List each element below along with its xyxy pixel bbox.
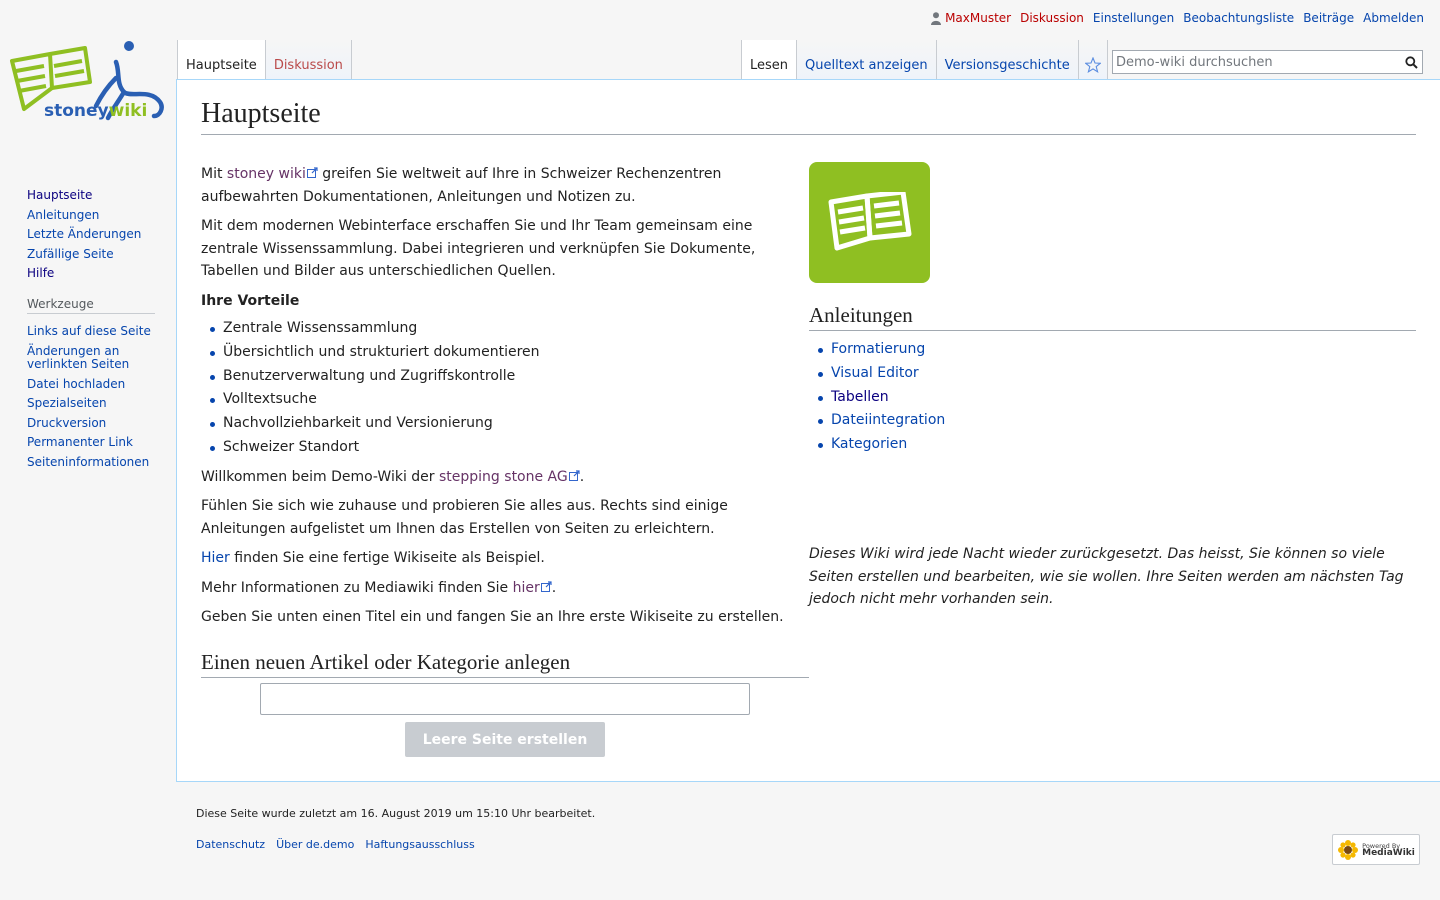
page-title: Hauptseite xyxy=(201,94,1416,135)
last-modified-info: Diese Seite wurde zuletzt am 16. August 2019 um 15:10 Uhr bearbeitet. xyxy=(196,807,596,820)
list-item xyxy=(809,338,1416,362)
sidebar-item-links-auf-diese-seite[interactable]: Links auf diese Seite xyxy=(27,324,151,338)
tab-quelltext-label: Quelltext anzeigen xyxy=(805,58,928,73)
sidebar-item-datei-hochladen[interactable]: Datei hochladen xyxy=(27,376,126,391)
tab-versionsgeschichte-label: Versionsgeschichte xyxy=(944,58,1070,73)
list-item xyxy=(809,409,1416,433)
anleitungen-heading: Anleitungen xyxy=(809,301,1416,331)
text: . xyxy=(579,468,585,485)
contributions-link[interactable]: Beiträge xyxy=(1303,11,1355,25)
logout-link[interactable]: Abmelden xyxy=(1363,11,1424,25)
text: greifen Sie weltweit auf Ihre in Schweizer Rechenzentren aufbewahrten Dokumentationen, Anleitungen und Notizen zu. xyxy=(201,166,722,205)
list-item: Übersichtlich und strukturiert dokumentieren xyxy=(201,341,801,365)
sidebar-item-permanenter-link[interactable]: Permanenter Link xyxy=(27,435,133,450)
welcome-paragraph xyxy=(201,466,801,489)
list-item xyxy=(809,386,1416,410)
user-icon xyxy=(931,12,941,25)
text: finden Sie eine fertige Wikiseite als Beispiel. xyxy=(229,550,545,567)
content-right-column xyxy=(809,162,1416,463)
personal-talk-link[interactable]: Diskussion xyxy=(1020,11,1084,25)
sidebar-item-druckversion[interactable]: Druckversion xyxy=(27,415,107,430)
powered-by-mediawiki-badge[interactable] xyxy=(1332,834,1420,865)
list-item: Schweizer Standort xyxy=(201,436,801,460)
list-item: Benutzerverwaltung und Zugriffskontrolle xyxy=(201,365,801,389)
mediawiki-flower-icon xyxy=(1337,839,1359,861)
search-box xyxy=(1112,50,1423,74)
external-link-icon xyxy=(569,470,580,481)
watch-star-button[interactable] xyxy=(1079,40,1108,80)
tab-hauptseite-label: Hauptseite xyxy=(186,58,257,73)
tab-lesen[interactable] xyxy=(741,40,797,80)
webinterface-paragraph: Mit dem modernen Webinterface erschaffen Sie und Ihr Team gemeinsam eine zentrale Wissenssammlung. Dabei integrieren und verknüpfen Sie Dokumente, Tabellen und Bilder aus unterschiedlichen Quellen. xyxy=(201,218,756,279)
book-icon xyxy=(809,162,930,283)
sidebar-item-spezialseiten[interactable]: Spezialseiten xyxy=(27,396,107,411)
sidebar-navigation xyxy=(27,186,141,284)
search-input[interactable] xyxy=(1113,55,1400,70)
book-icon-graphic xyxy=(827,192,913,254)
tab-diskussion[interactable] xyxy=(266,40,352,80)
text: Mit xyxy=(201,166,227,182)
sidebar-tools-heading: Werkzeuge xyxy=(27,297,155,314)
mediawiki-label: MediaWiki xyxy=(1362,847,1415,858)
stoneywiki-logo-graphic xyxy=(0,38,176,148)
search-icon xyxy=(1405,56,1418,69)
content-left-column xyxy=(201,163,801,636)
reset-notice: Dieses Wiki wird jede Nacht wieder zurückgesetzt. Das heisst, Sie können so viele Seiten erstellen und bearbeiten, wie sie wollen. Ihre Seiten werden am nächsten Tag jedoch nicht mehr vorhanden sein. xyxy=(809,546,1404,607)
tab-diskussion-label: Diskussion xyxy=(273,58,343,73)
anleitung-visual-editor-link[interactable]: Visual Editor xyxy=(831,364,919,381)
anleitungen-list xyxy=(809,338,1416,457)
mediawiki-info-link[interactable]: hier xyxy=(512,579,540,596)
external-link-icon xyxy=(307,167,318,178)
user-name[interactable]: MaxMuster xyxy=(945,11,1012,25)
sidebar-item-anleitungen[interactable]: Anleitungen xyxy=(27,207,100,222)
example-paragraph xyxy=(201,547,801,570)
user-link[interactable] xyxy=(931,11,1011,25)
tab-lesen-label: Lesen xyxy=(750,58,789,73)
sidebar-item-letzte-aenderungen[interactable]: Letzte Änderungen xyxy=(27,227,142,242)
text: . xyxy=(551,579,557,596)
anleitung-formatierung-link[interactable]: Formatierung xyxy=(831,341,926,357)
zuhause-paragraph: Fühlen Sie sich wie zuhause und probieren Sie alles aus. Rechts sind einige Anleitungen aufgelistet um Ihnen das Erstellen von Seiten zu erleichtern. xyxy=(201,498,728,537)
text: Willkommen beim Demo-Wiki der xyxy=(201,468,439,485)
list-item xyxy=(809,433,1416,457)
new-article-heading: Einen neuen Artikel oder Kategorie anlegen xyxy=(201,648,809,678)
vorteile-heading: Ihre Vorteile xyxy=(201,292,300,309)
tab-hauptseite[interactable] xyxy=(177,40,266,80)
sidebar-tools xyxy=(27,322,167,473)
powered-by-label: Powered By xyxy=(1362,841,1401,850)
preferences-link[interactable]: Einstellungen xyxy=(1092,11,1175,25)
list-item: Zentrale Wissenssammlung xyxy=(201,317,801,341)
sidebar-item-hauptseite[interactable]: Hauptseite xyxy=(27,188,93,202)
mediawiki-info-paragraph xyxy=(201,577,801,600)
external-link-icon xyxy=(541,581,552,592)
footer-about-link[interactable]: Über de.demo xyxy=(276,838,355,851)
create-page-button[interactable]: Leere Seite erstellen xyxy=(405,722,605,757)
create-hint-paragraph: Geben Sie unten einen Titel ein und fangen Sie an Ihre erste Wikiseite zu erstellen. xyxy=(201,609,784,626)
sidebar-item-aenderungen-verlinkte[interactable]: Änderungen an verlinkten Seiten xyxy=(27,343,130,372)
vorteile-list xyxy=(201,317,801,460)
tab-versionsgeschichte[interactable] xyxy=(937,40,1079,80)
main-content xyxy=(176,79,1440,782)
namespace-tabs xyxy=(177,40,352,80)
stoney-wiki-link[interactable]: stoney wiki xyxy=(226,166,306,182)
example-page-link[interactable]: Hier xyxy=(201,550,230,567)
sidebar-item-seiteninformationen[interactable]: Seiteninformationen xyxy=(27,454,150,469)
view-tabs xyxy=(741,40,1108,80)
tab-quelltext[interactable] xyxy=(797,40,937,80)
watchlist-link[interactable]: Beobachtungsliste xyxy=(1183,11,1295,25)
sidebar-item-zufaellige-seite[interactable]: Zufällige Seite xyxy=(27,246,114,261)
star-icon xyxy=(1085,57,1101,73)
anleitung-dateiintegration-link[interactable]: Dateiintegration xyxy=(831,412,946,429)
site-logo[interactable] xyxy=(0,38,176,148)
text: Mehr Informationen zu Mediawiki finden Sie xyxy=(201,579,513,596)
personal-tools xyxy=(931,11,1424,25)
sidebar-item-hilfe[interactable]: Hilfe xyxy=(27,266,55,281)
stepping-stone-link[interactable]: stepping stone AG xyxy=(439,468,568,485)
list-item: Volltextsuche xyxy=(201,388,801,412)
list-item: Nachvollziehbarkeit und Versionierung xyxy=(201,412,801,436)
anleitung-tabellen-link[interactable]: Tabellen xyxy=(831,388,889,405)
footer-links xyxy=(196,838,475,851)
footer-datenschutz-link[interactable]: Datenschutz xyxy=(196,838,266,851)
footer-disclaimer-link[interactable]: Haftungsausschluss xyxy=(365,838,475,851)
new-article-title-input[interactable] xyxy=(260,683,750,715)
list-item xyxy=(809,362,1416,386)
svg-text:stoneywiki: stoneywiki xyxy=(44,101,148,121)
intro-paragraph xyxy=(201,163,801,208)
anleitung-kategorien-link[interactable]: Kategorien xyxy=(831,436,908,453)
powered-by-text xyxy=(1362,843,1415,857)
search-button[interactable] xyxy=(1400,51,1422,73)
